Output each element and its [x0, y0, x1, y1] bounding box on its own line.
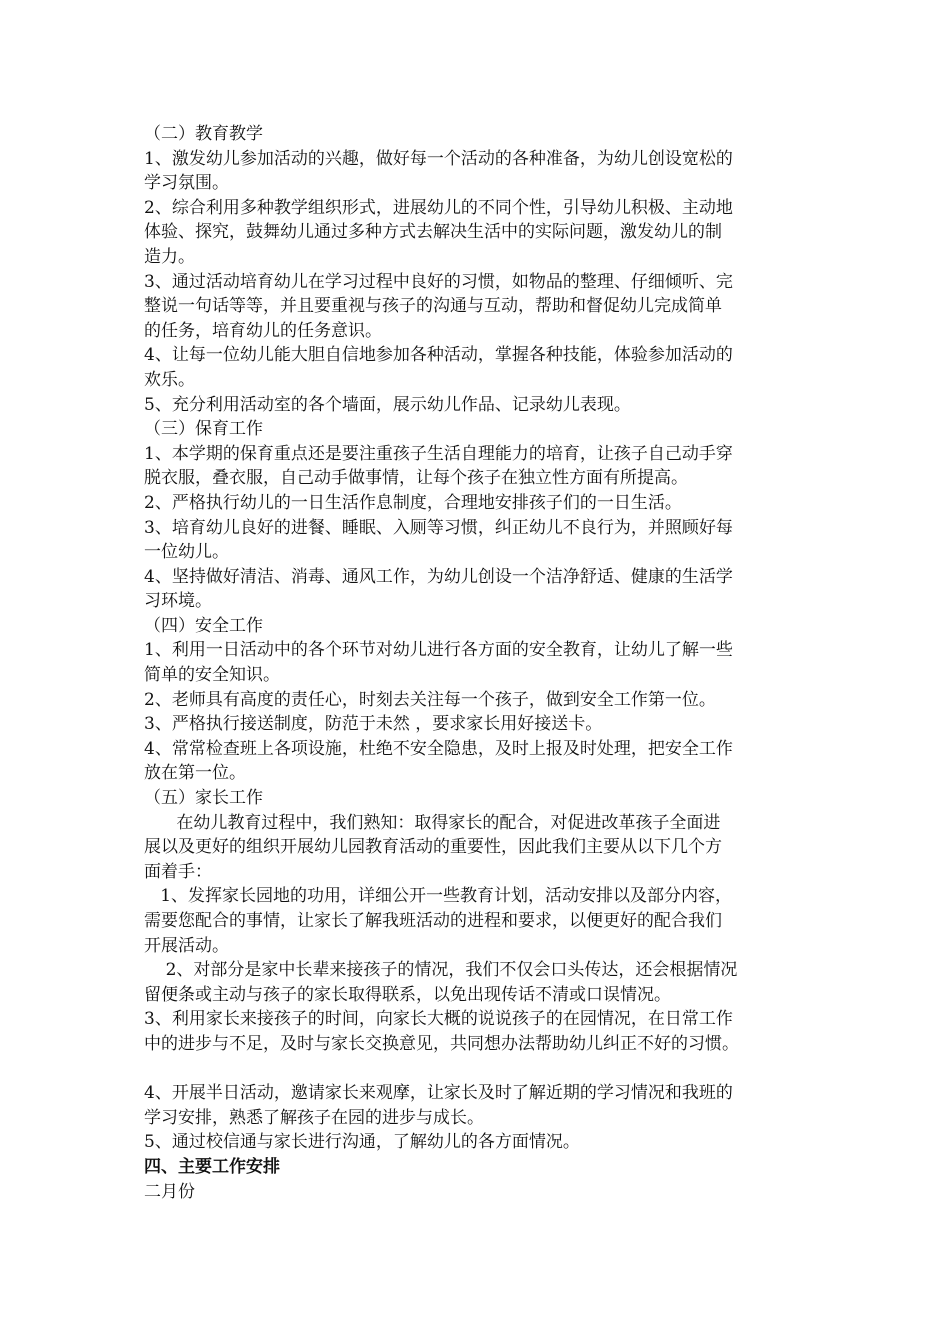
paragraph-line: 整说一句话等等，并且要重视与孩子的沟通与互动，帮助和督促幼儿完成简单 — [144, 296, 722, 317]
paragraph-line: 学习氛围。 — [144, 173, 229, 194]
paragraph-line: 开展活动。 — [144, 935, 229, 956]
paragraph-line: 1、激发幼儿参加活动的兴趣，做好每一个活动的各种准备，为幼儿创设宽松的 — [144, 148, 733, 169]
paragraph-line: 1、本学期的保育重点还是要注重孩子生活自理能力的培育，让孩子自己动手穿 — [144, 443, 733, 464]
section-heading-education: （二）教育教学 — [144, 124, 263, 144]
paragraph-line: 在幼儿教育过程中，我们熟知：取得家长的配合，对促进改革孩子全面进 — [144, 812, 721, 833]
paragraph-line: 放在第一位。 — [144, 763, 246, 784]
paragraph-line: 1、利用一日活动中的各个环节对幼儿进行各方面的安全教育，让幼儿了解一些 — [144, 640, 733, 661]
paragraph-line: 展以及更好的组织开展幼儿园教育活动的重要性，因此我们主要从以下几个方 — [144, 837, 722, 858]
month-label: 二月份 — [144, 1181, 195, 1202]
paragraph-line: 2、综合利用多种教学组织形式，进展幼儿的不同个性，引导幼儿积极、主动地 — [144, 197, 733, 218]
paragraph-line: 4、坚持做好清洁、消毒、通风工作，为幼儿创设一个洁净舒适、健康的生活学 — [144, 566, 733, 587]
paragraph-line: 欢乐。 — [144, 369, 195, 390]
paragraph-line: 留便条或主动与孩子的家长取得联系，以免出现传话不清或口误情况。 — [144, 984, 671, 1005]
paragraph-line: 3、严格执行接送制度，防范于未然 ，要求家长用好接送卡。 — [144, 714, 603, 735]
paragraph-line: 简单的安全知识。 — [144, 665, 280, 686]
paragraph-line: 1、发挥家长园地的功用，详细公开一些教育计划，活动安排以及部分内容， — [144, 886, 733, 907]
section-heading-parents: （五）家长工作 — [144, 788, 263, 809]
paragraph-line: 5、通过校信通与家长进行沟通，了解幼儿的各方面情况。 — [144, 1132, 580, 1153]
paragraph-line: 的任务，培育幼儿的任务意识。 — [144, 320, 382, 341]
paragraph-line: 中的进步与不足，及时与家长交换意见，共同想办法帮助幼儿纠正不好的习惯。 — [144, 1033, 739, 1054]
paragraph-line: 4、开展半日活动，邀请家长来观摩，让家长及时了解近期的学习情况和我班的 — [144, 1083, 733, 1104]
paragraph-line: 2、严格执行幼儿的一日生活作息制度，合理地安排孩子们的一日生活。 — [144, 492, 682, 513]
section-heading-care: （三）保育工作 — [144, 419, 263, 440]
paragraph-line: 体验、探究，鼓舞幼儿通过多种方式去解决生活中的实际问题，激发幼儿的制 — [144, 222, 722, 243]
paragraph-line: 3、通过活动培育幼儿在学习过程中良好的习惯，如物品的整理、仔细倾听、完 — [144, 271, 733, 292]
paragraph-line: 学习安排，熟悉了解孩子在园的进步与成长。 — [144, 1107, 484, 1128]
main-heading-work-schedule: 四、主要工作安排 — [144, 1156, 280, 1177]
paragraph-line: 造力。 — [144, 246, 195, 267]
paragraph-line: 4、让每一位幼儿能大胆自信地参加各种活动，掌握各种技能，体验参加活动的 — [144, 345, 733, 366]
paragraph-line: 5、充分利用活动室的各个墙面，展示幼儿作品、记录幼儿表现。 — [144, 394, 631, 415]
paragraph-line: 面着手： — [144, 861, 212, 882]
section-heading-safety: （四）安全工作 — [144, 615, 263, 636]
paragraph-line: 需要您配合的事情，让家长了解我班活动的进程和要求，以便更好的配合我们 — [144, 911, 722, 931]
paragraph-line: 4、常常检查班上各项设施，杜绝不安全隐患，及时上报及时处理，把安全工作 — [144, 738, 733, 759]
document-body — [144, 122, 820, 1204]
paragraph-line: 3、培育幼儿良好的进餐、睡眠、入厕等习惯，纠正幼儿不良行为，并照顾好每 — [144, 517, 733, 538]
paragraph-line: 2、老师具有高度的责任心，时刻去关注每一个孩子，做到安全工作第一位。 — [144, 689, 716, 710]
paragraph-line: 脱衣服，叠衣服，自己动手做事情，让每个孩子在独立性方面有所提高。 — [144, 468, 688, 489]
blank-line — [144, 1057, 820, 1082]
paragraph-line: 2、对部分是家中长辈来接孩子的情况，我们不仅会口头传达，还会根据情况 — [144, 960, 738, 981]
paragraph-line: 一位幼儿。 — [144, 542, 229, 563]
paragraph-line: 习环境。 — [144, 591, 212, 612]
paragraph-line: 3、利用家长来接孩子的时间，向家长大概的说说孩子的在园情况，在日常工作 — [144, 1009, 733, 1030]
